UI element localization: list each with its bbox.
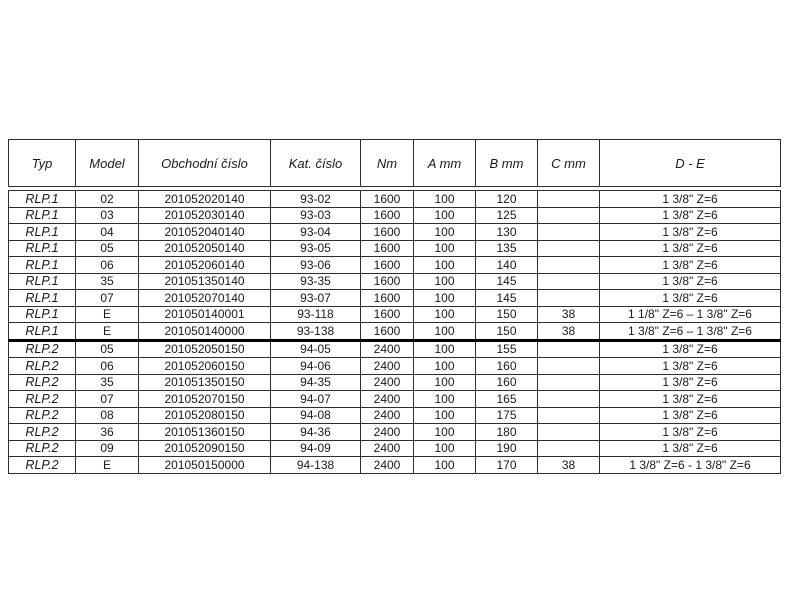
cell-obchodni-cislo: 201052040140 xyxy=(139,224,271,241)
cell-model: E xyxy=(76,323,139,341)
cell-b-mm: 155 xyxy=(476,340,538,358)
table-row xyxy=(9,224,781,241)
cell-d-e: 1 3/8" Z=6 xyxy=(600,374,781,391)
cell-a-mm: 100 xyxy=(414,340,476,358)
cell-a-mm: 100 xyxy=(414,323,476,341)
cell-typ: RLP.2 xyxy=(9,391,76,408)
cell-b-mm: 175 xyxy=(476,407,538,424)
table-row xyxy=(9,391,781,408)
cell-kat-cislo: 94-07 xyxy=(271,391,361,408)
cell-b-mm: 145 xyxy=(476,290,538,307)
cell-nm: 2400 xyxy=(361,440,414,457)
cell-typ: RLP.1 xyxy=(9,273,76,290)
cell-typ: RLP.2 xyxy=(9,440,76,457)
cell-b-mm: 150 xyxy=(476,306,538,323)
cell-a-mm: 100 xyxy=(414,306,476,323)
cell-kat-cislo: 94-05 xyxy=(271,340,361,358)
cell-obchodni-cislo: 201052050140 xyxy=(139,240,271,257)
cell-typ: RLP.1 xyxy=(9,191,76,208)
cell-model: 06 xyxy=(76,358,139,375)
cell-kat-cislo: 93-07 xyxy=(271,290,361,307)
cell-b-mm: 120 xyxy=(476,191,538,208)
cell-kat-cislo: 94-08 xyxy=(271,407,361,424)
cell-kat-cislo: 93-35 xyxy=(271,273,361,290)
cell-model: 04 xyxy=(76,224,139,241)
cell-nm: 2400 xyxy=(361,374,414,391)
cell-obchodni-cislo: 201052070150 xyxy=(139,391,271,408)
cell-kat-cislo: 94-06 xyxy=(271,358,361,375)
cell-obchodni-cislo: 201050150000 xyxy=(139,457,271,474)
cell-model: 07 xyxy=(76,290,139,307)
cell-nm: 1600 xyxy=(361,273,414,290)
cell-model: 08 xyxy=(76,407,139,424)
cell-a-mm: 100 xyxy=(414,407,476,424)
cell-b-mm: 170 xyxy=(476,457,538,474)
cell-nm: 1600 xyxy=(361,290,414,307)
cell-c-mm: 38 xyxy=(538,323,600,341)
cell-b-mm: 150 xyxy=(476,323,538,341)
cell-model: 06 xyxy=(76,257,139,274)
cell-a-mm: 100 xyxy=(414,358,476,375)
cell-a-mm: 100 xyxy=(414,424,476,441)
cell-model: 03 xyxy=(76,207,139,224)
cell-a-mm: 100 xyxy=(414,273,476,290)
cell-d-e: 1 3/8" Z=6 xyxy=(600,273,781,290)
cell-typ: RLP.1 xyxy=(9,257,76,274)
column-header-d-e: D - E xyxy=(600,140,781,187)
cell-a-mm: 100 xyxy=(414,457,476,474)
parts-table-header xyxy=(8,139,781,187)
parts-table xyxy=(8,190,781,474)
cell-model: 07 xyxy=(76,391,139,408)
cell-d-e: 1 3/8" Z=6 xyxy=(600,407,781,424)
cell-c-mm xyxy=(538,374,600,391)
cell-a-mm: 100 xyxy=(414,391,476,408)
cell-d-e: 1 3/8" Z=6 xyxy=(600,340,781,358)
cell-d-e: 1 3/8" Z=6 xyxy=(600,358,781,375)
cell-d-e: 1 3/8" Z=6 - 1 3/8" Z=6 xyxy=(600,457,781,474)
cell-typ: RLP.2 xyxy=(9,407,76,424)
cell-d-e: 1 1/8" Z=6 – 1 3/8" Z=6 xyxy=(600,306,781,323)
column-header-a-mm: A mm xyxy=(414,140,476,187)
cell-c-mm xyxy=(538,391,600,408)
cell-nm: 1600 xyxy=(361,306,414,323)
cell-c-mm xyxy=(538,191,600,208)
cell-a-mm: 100 xyxy=(414,290,476,307)
cell-c-mm xyxy=(538,240,600,257)
cell-a-mm: 100 xyxy=(414,207,476,224)
cell-model: 05 xyxy=(76,240,139,257)
cell-obchodni-cislo: 201052030140 xyxy=(139,207,271,224)
cell-typ: RLP.2 xyxy=(9,374,76,391)
table-row xyxy=(9,358,781,375)
cell-b-mm: 160 xyxy=(476,358,538,375)
cell-nm: 1600 xyxy=(361,191,414,208)
cell-a-mm: 100 xyxy=(414,374,476,391)
column-header-obchodni-cislo: Obchodní číslo xyxy=(139,140,271,187)
cell-kat-cislo: 94-09 xyxy=(271,440,361,457)
cell-model: 36 xyxy=(76,424,139,441)
cell-obchodni-cislo: 201052020140 xyxy=(139,191,271,208)
table-row xyxy=(9,374,781,391)
cell-typ: RLP.1 xyxy=(9,290,76,307)
cell-nm: 1600 xyxy=(361,240,414,257)
cell-kat-cislo: 93-03 xyxy=(271,207,361,224)
table-row xyxy=(9,306,781,323)
cell-nm: 2400 xyxy=(361,457,414,474)
cell-a-mm: 100 xyxy=(414,224,476,241)
cell-b-mm: 190 xyxy=(476,440,538,457)
cell-typ: RLP.1 xyxy=(9,323,76,341)
cell-b-mm: 160 xyxy=(476,374,538,391)
cell-obchodni-cislo: 201052050150 xyxy=(139,340,271,358)
cell-nm: 1600 xyxy=(361,323,414,341)
cell-obchodni-cislo: 201051350140 xyxy=(139,273,271,290)
cell-model: E xyxy=(76,306,139,323)
cell-model: 02 xyxy=(76,191,139,208)
cell-obchodni-cislo: 201052060150 xyxy=(139,358,271,375)
cell-typ: RLP.1 xyxy=(9,306,76,323)
cell-d-e: 1 3/8" Z=6 – 1 3/8" Z=6 xyxy=(600,323,781,341)
cell-kat-cislo: 93-118 xyxy=(271,306,361,323)
cell-typ: RLP.1 xyxy=(9,207,76,224)
cell-model: 05 xyxy=(76,340,139,358)
cell-b-mm: 135 xyxy=(476,240,538,257)
table-row xyxy=(9,191,781,208)
cell-nm: 2400 xyxy=(361,391,414,408)
cell-a-mm: 100 xyxy=(414,240,476,257)
column-header-b-mm: B mm xyxy=(476,140,538,187)
column-header-model: Model xyxy=(76,140,139,187)
cell-typ: RLP.2 xyxy=(9,424,76,441)
cell-obchodni-cislo: 201051350150 xyxy=(139,374,271,391)
cell-typ: RLP.1 xyxy=(9,240,76,257)
table-row xyxy=(9,340,781,358)
column-header-c-mm: C mm xyxy=(538,140,600,187)
cell-nm: 2400 xyxy=(361,407,414,424)
cell-c-mm xyxy=(538,224,600,241)
cell-kat-cislo: 93-04 xyxy=(271,224,361,241)
cell-c-mm: 38 xyxy=(538,457,600,474)
column-header-kat-cislo: Kat. číslo xyxy=(271,140,361,187)
cell-c-mm xyxy=(538,340,600,358)
cell-nm: 1600 xyxy=(361,257,414,274)
cell-c-mm xyxy=(538,440,600,457)
cell-typ: RLP.1 xyxy=(9,224,76,241)
cell-obchodni-cislo: 201050140001 xyxy=(139,306,271,323)
cell-obchodni-cislo: 201052060140 xyxy=(139,257,271,274)
cell-obchodni-cislo: 201052090150 xyxy=(139,440,271,457)
cell-nm: 1600 xyxy=(361,207,414,224)
cell-obchodni-cislo: 201052080150 xyxy=(139,407,271,424)
cell-a-mm: 100 xyxy=(414,191,476,208)
cell-d-e: 1 3/8" Z=6 xyxy=(600,440,781,457)
cell-kat-cislo: 93-05 xyxy=(271,240,361,257)
cell-model: E xyxy=(76,457,139,474)
cell-a-mm: 100 xyxy=(414,257,476,274)
table-header-row xyxy=(9,140,781,187)
table-row xyxy=(9,440,781,457)
table-row xyxy=(9,207,781,224)
table-row xyxy=(9,424,781,441)
cell-d-e: 1 3/8" Z=6 xyxy=(600,424,781,441)
table-row xyxy=(9,240,781,257)
cell-b-mm: 125 xyxy=(476,207,538,224)
cell-b-mm: 145 xyxy=(476,273,538,290)
table-row xyxy=(9,323,781,341)
cell-a-mm: 100 xyxy=(414,440,476,457)
cell-model: 09 xyxy=(76,440,139,457)
cell-d-e: 1 3/8" Z=6 xyxy=(600,257,781,274)
table-row xyxy=(9,273,781,290)
cell-kat-cislo: 93-02 xyxy=(271,191,361,208)
cell-c-mm xyxy=(538,273,600,290)
cell-d-e: 1 3/8" Z=6 xyxy=(600,290,781,307)
cell-typ: RLP.2 xyxy=(9,457,76,474)
cell-b-mm: 180 xyxy=(476,424,538,441)
table-row xyxy=(9,290,781,307)
cell-kat-cislo: 94-35 xyxy=(271,374,361,391)
cell-model: 35 xyxy=(76,273,139,290)
cell-nm: 2400 xyxy=(361,340,414,358)
cell-d-e: 1 3/8" Z=6 xyxy=(600,224,781,241)
cell-b-mm: 140 xyxy=(476,257,538,274)
table-row xyxy=(9,407,781,424)
cell-nm: 2400 xyxy=(361,358,414,375)
column-header-nm: Nm xyxy=(361,140,414,187)
cell-d-e: 1 3/8" Z=6 xyxy=(600,207,781,224)
cell-model: 35 xyxy=(76,374,139,391)
cell-kat-cislo: 93-138 xyxy=(271,323,361,341)
cell-typ: RLP.2 xyxy=(9,340,76,358)
cell-obchodni-cislo: 201050140000 xyxy=(139,323,271,341)
cell-c-mm xyxy=(538,257,600,274)
column-header-typ: Typ xyxy=(9,140,76,187)
cell-obchodni-cislo: 201051360150 xyxy=(139,424,271,441)
cell-kat-cislo: 94-36 xyxy=(271,424,361,441)
cell-c-mm xyxy=(538,290,600,307)
cell-c-mm: 38 xyxy=(538,306,600,323)
cell-c-mm xyxy=(538,207,600,224)
cell-kat-cislo: 94-138 xyxy=(271,457,361,474)
cell-nm: 2400 xyxy=(361,424,414,441)
cell-d-e: 1 3/8" Z=6 xyxy=(600,240,781,257)
cell-d-e: 1 3/8" Z=6 xyxy=(600,391,781,408)
table-row xyxy=(9,457,781,474)
cell-d-e: 1 3/8" Z=6 xyxy=(600,191,781,208)
cell-c-mm xyxy=(538,358,600,375)
cell-c-mm xyxy=(538,407,600,424)
cell-obchodni-cislo: 201052070140 xyxy=(139,290,271,307)
cell-b-mm: 130 xyxy=(476,224,538,241)
cell-c-mm xyxy=(538,424,600,441)
cell-nm: 1600 xyxy=(361,224,414,241)
table-row xyxy=(9,257,781,274)
cell-typ: RLP.2 xyxy=(9,358,76,375)
cell-b-mm: 165 xyxy=(476,391,538,408)
cell-kat-cislo: 93-06 xyxy=(271,257,361,274)
